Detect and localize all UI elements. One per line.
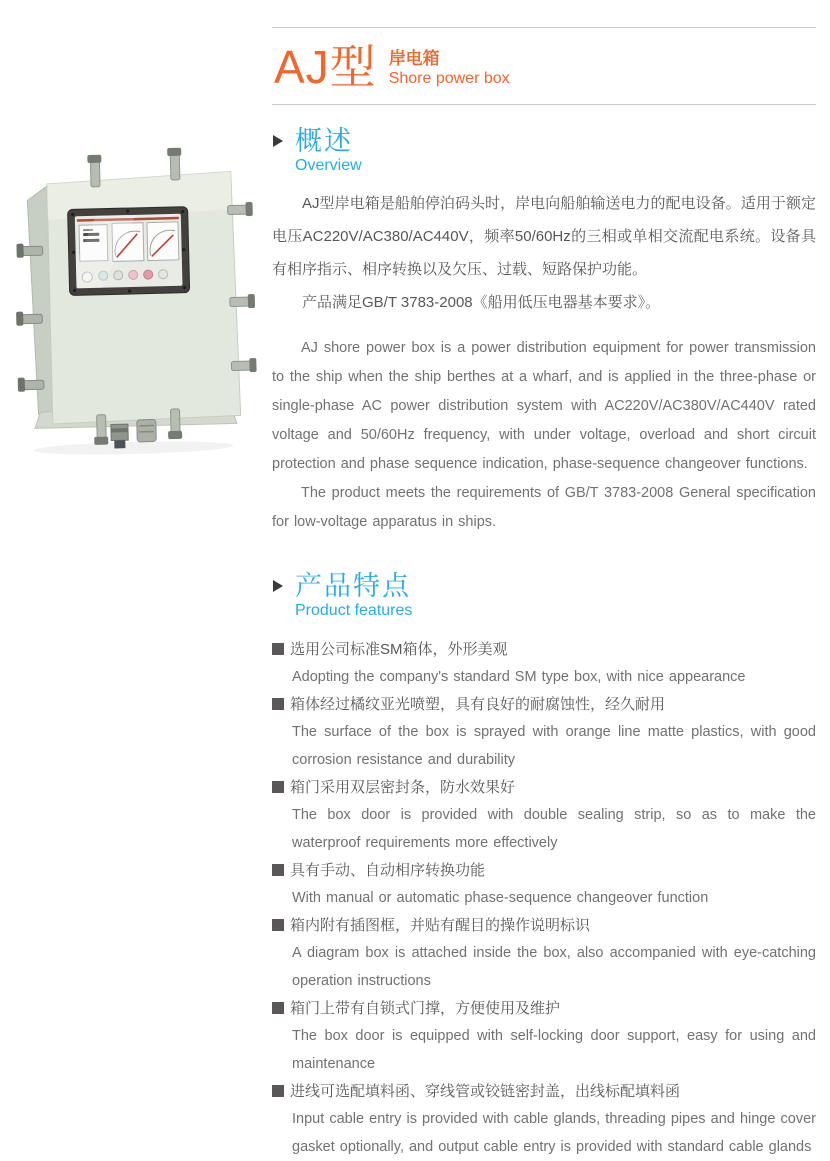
feature-cn	[272, 691, 816, 718]
feature-cn	[272, 995, 816, 1022]
title-subtitle	[389, 49, 510, 90]
overview-cn-paragraphs	[272, 187, 816, 319]
section-features	[272, 571, 816, 1161]
square-bullet-icon	[272, 781, 284, 793]
feature-en: Adopting the company's standard SM type box, with nice appearance	[272, 663, 816, 691]
overview-en-paragraphs	[272, 334, 816, 537]
overview-paragraph-cn: 产品满足GB/T 3783-2008《船用低压电器基本要求》。	[272, 286, 816, 319]
title-subtitle-en: Shore power box	[389, 69, 510, 88]
feature-en: With manual or automatic phase-sequence changeover function	[272, 884, 816, 912]
page-title	[272, 28, 816, 104]
features-list	[272, 636, 816, 1161]
square-bullet-icon	[272, 1085, 284, 1097]
section-arrow-icon	[273, 135, 283, 147]
features-heading-en: Product features	[295, 601, 816, 621]
shore-power-box-illustration	[8, 152, 254, 462]
square-bullet-icon	[272, 1002, 284, 1014]
overview-heading-cn: 概述	[295, 126, 816, 156]
feature-cn-text: 具有手动、自动相序转换功能	[290, 862, 485, 879]
square-bullet-icon	[272, 919, 284, 931]
feature-cn-text: 箱体经过橘纹亚光喷塑，具有良好的耐腐蚀性，经久耐用	[290, 696, 665, 713]
square-bullet-icon	[272, 643, 284, 655]
feature-item	[272, 912, 816, 995]
feature-cn-text: 选用公司标准SM箱体，外形美观	[290, 641, 508, 658]
product-photo	[8, 152, 254, 462]
overview-heading-block	[272, 126, 816, 176]
feature-en: A diagram box is attached inside the box, also accompanied with eye-catching operation instructions	[272, 939, 816, 995]
feature-item	[272, 995, 816, 1078]
feature-cn	[272, 636, 816, 663]
meter-window	[68, 207, 190, 296]
feature-item	[272, 636, 816, 691]
feature-cn-text: 箱门上带有自锁式门撑，方便使用及维护	[290, 1000, 560, 1017]
square-bullet-icon	[272, 864, 284, 876]
square-bullet-icon	[272, 698, 284, 710]
feature-en: The surface of the box is sprayed with orange line matte plastics, with good corrosion resistance and durability	[272, 718, 816, 774]
overview-paragraph-en: AJ shore power box is a power distribution equipment for power transmission to the ship when the ship berthes at a wharf, and is applied in the three-phase or single-phase AC power distribution system with AC220V/AC380V/AC440V rated voltage and 50/60Hz frequency, with under voltage, overload and short circuit protection and phase sequence indication, phase-sequence changeover functions.	[272, 334, 816, 479]
features-heading-block	[272, 571, 816, 621]
title-subtitle-cn: 岸电箱	[389, 49, 510, 69]
horizontal-rule	[272, 104, 816, 105]
section-overview	[272, 126, 816, 537]
content-column	[272, 0, 816, 1161]
feature-en: Input cable entry is provided with cable glands, threading pipes and hinge cover gasket optionally, and output cable entry is provided with standard cable glands	[272, 1105, 816, 1161]
overview-paragraph-en: The product meets the requirements of GB/T 3783-2008 General specification for low-voltage apparatus in ships.	[272, 479, 816, 537]
feature-item	[272, 857, 816, 912]
feature-cn	[272, 1078, 816, 1105]
feature-cn-text: 箱门采用双层密封条，防水效果好	[290, 779, 515, 796]
overview-paragraph-cn: AJ型岸电箱是船舶停泊码头时，岸电向船舶输送电力的配电设备。适用于额定电压AC220V/AC380/AC440V，频率50/60Hz的三相或单相交流配电系统。设备具有相序指示、相序转换以及欠压、过载、短路保护功能。	[272, 187, 816, 286]
feature-en: The box door is equipped with self-locking door support, easy for using and maintenance	[272, 1022, 816, 1078]
feature-item	[272, 774, 816, 857]
features-heading-cn: 产品特点	[295, 571, 816, 601]
feature-cn-text: 进线可选配填料函、穿线管或铰链密封盖，出线标配填料函	[290, 1083, 680, 1100]
title-model: AJ型	[274, 44, 377, 90]
feature-cn	[272, 857, 816, 884]
feature-cn	[272, 774, 816, 801]
feature-cn	[272, 912, 816, 939]
feature-cn-text: 箱内附有插图框，并贴有醒目的操作说明标识	[290, 917, 590, 934]
feature-en: The box door is provided with double sealing strip, so as to make the waterproof requirements more effectively	[272, 801, 816, 857]
overview-heading-en: Overview	[295, 156, 816, 176]
feature-item	[272, 691, 816, 774]
feature-item	[272, 1078, 816, 1161]
section-arrow-icon	[273, 580, 283, 592]
